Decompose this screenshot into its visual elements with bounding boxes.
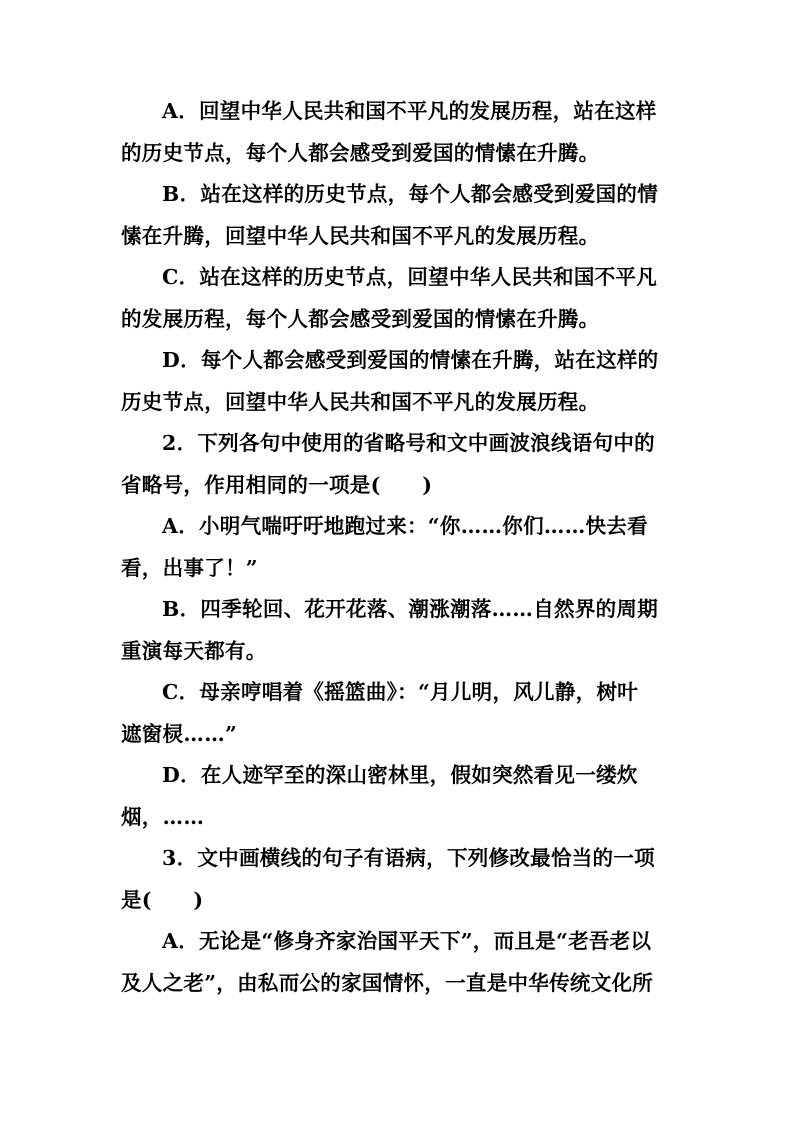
q2-option-d-line-2: 烟，…… <box>121 804 205 829</box>
q3-option-a-line-1: A．无论是“修身齐家治国平天下”，而且是“老吾老以 <box>162 929 652 953</box>
question-3-stem-line-1: 3．文中画横线的句子有语病，下列修改最恰当的一项 <box>162 846 655 870</box>
option-c-line-2: 的发展历程，每个人都会感受到爱国的情愫在升腾。 <box>121 306 600 331</box>
q2-option-a-line-1: A．小明气喘吁吁地跑过来：“你……你们……快去看 <box>162 514 648 538</box>
option-a-line-2: 的历史节点，每个人都会感受到爱国的情愫在升腾。 <box>121 140 600 165</box>
q2-option-b-line-2: 重演每天都有。 <box>121 638 267 663</box>
option-a-line-1: A．回望中华人民共和国不平凡的发展历程，站在这样 <box>162 99 657 123</box>
question-1-options <box>121 91 681 423</box>
option-c-line-1: C．站在这样的历史节点，回望中华人民共和国不平凡 <box>162 265 658 289</box>
q3-option-a-line-2: 及人之老”，由私而公的家国情怀，一直是中华传统文化所 <box>121 970 654 995</box>
option-b-line-1: B．站在这样的历史节点，每个人都会感受到爱国的情 <box>162 182 659 206</box>
document-body <box>121 91 681 1004</box>
q2-option-b-line-1: B．四季轮回、花开花落、潮涨潮落……自然界的周期 <box>162 597 659 621</box>
question-3 <box>121 838 681 1004</box>
question-2-stem-line-1: 2．下列各句中使用的省略号和文中画波浪线语句中的 <box>162 431 655 455</box>
q2-option-d-line-1: D．在人迹罕至的深山密林里，假如突然看见一缕炊 <box>162 763 638 787</box>
question-2 <box>121 423 681 838</box>
q2-option-a-line-2: 看，出事了！” <box>121 555 258 580</box>
question-2-stem-line-2: 省略号，作用相同的一项是( ) <box>121 472 433 497</box>
option-d-line-2: 历史节点，回望中华人民共和国不平凡的发展历程。 <box>121 389 600 414</box>
q2-option-c-line-2: 遮窗棂……” <box>121 721 238 746</box>
option-b-line-2: 愫在升腾，回望中华人民共和国不平凡的发展历程。 <box>121 223 600 248</box>
option-d-line-1: D．每个人都会感受到爱国的情愫在升腾，站在这样的 <box>162 348 659 372</box>
q2-option-c-line-1: C．母亲哼唱着《摇篮曲》：“月儿明，风儿静，树叶 <box>162 680 639 704</box>
question-3-stem-line-2: 是( ) <box>121 887 204 912</box>
